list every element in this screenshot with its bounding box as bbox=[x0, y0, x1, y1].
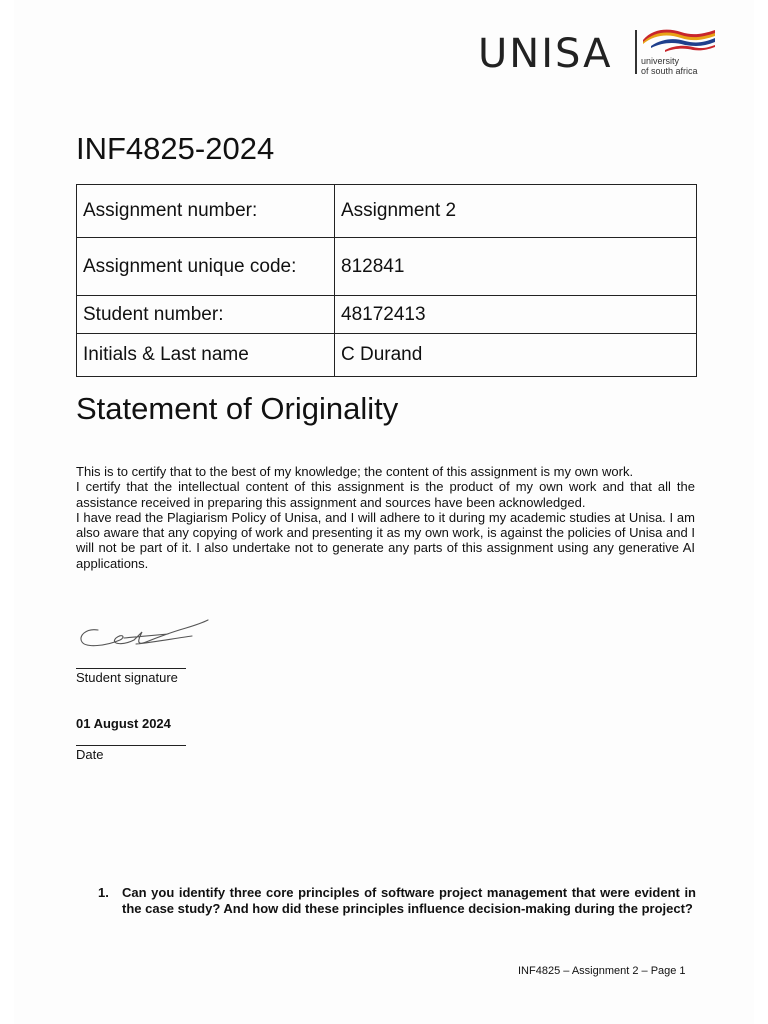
statement-paragraph: I certify that the intellectual content of this assignment is the product of my own work and that all the assistance received in preparing this assignment and sources have been acknowledged. bbox=[76, 479, 695, 510]
date-value: 01 August 2024 bbox=[76, 716, 171, 731]
table-cell-value: 48172413 bbox=[335, 296, 697, 334]
assignment-info-table bbox=[76, 184, 697, 377]
signature-label: Student signature bbox=[76, 670, 178, 685]
question-number: 1. bbox=[98, 885, 109, 900]
signature-line bbox=[76, 668, 186, 669]
statement-body bbox=[76, 464, 695, 571]
date-line bbox=[76, 745, 186, 746]
table-cell-label: Student number: bbox=[77, 296, 335, 334]
table-cell-value: C Durand bbox=[335, 334, 697, 377]
statement-paragraph: I have read the Plagiarism Policy of Unisa, and I will adhere to it during my academic studies at Unisa. I am also aware that any copying of work and presenting it as my own work, is against the policies of Unisa and I will not be part of it. I also undertake not to generate any parts of this assignment using any generative AI applications. bbox=[76, 509, 695, 571]
table-row bbox=[77, 185, 697, 238]
table-row bbox=[77, 334, 697, 377]
table-cell-label: Assignment unique code: bbox=[77, 238, 335, 296]
question-text: Can you identify three core principles of software project management that were evident in the case study? And how did these principles influence decision-making during the project? bbox=[122, 885, 696, 916]
statement-paragraph: This is to certify that to the best of my knowledge; the content of this assignment is my own work. bbox=[76, 464, 634, 479]
question-item bbox=[98, 885, 696, 916]
flag-emblem-icon bbox=[641, 28, 717, 54]
table-cell-label: Assignment number: bbox=[77, 185, 335, 238]
signature-image bbox=[76, 616, 210, 656]
table-cell-label: Initials & Last name bbox=[77, 334, 335, 377]
logo-wordmark: UNISA bbox=[478, 31, 613, 77]
logo-subtitle: university of south africa bbox=[641, 56, 698, 76]
course-code-heading: INF4825-2024 bbox=[76, 131, 275, 166]
table-cell-value: 812841 bbox=[335, 238, 697, 296]
table-row bbox=[77, 296, 697, 334]
unisa-logo bbox=[478, 28, 718, 80]
date-label: Date bbox=[76, 747, 104, 762]
table-row bbox=[77, 238, 697, 296]
logo-divider bbox=[635, 30, 637, 74]
statement-heading: Statement of Originality bbox=[76, 391, 399, 426]
table-cell-value: Assignment 2 bbox=[335, 185, 697, 238]
page-footer: INF4825 – Assignment 2 – Page 1 bbox=[518, 965, 686, 977]
